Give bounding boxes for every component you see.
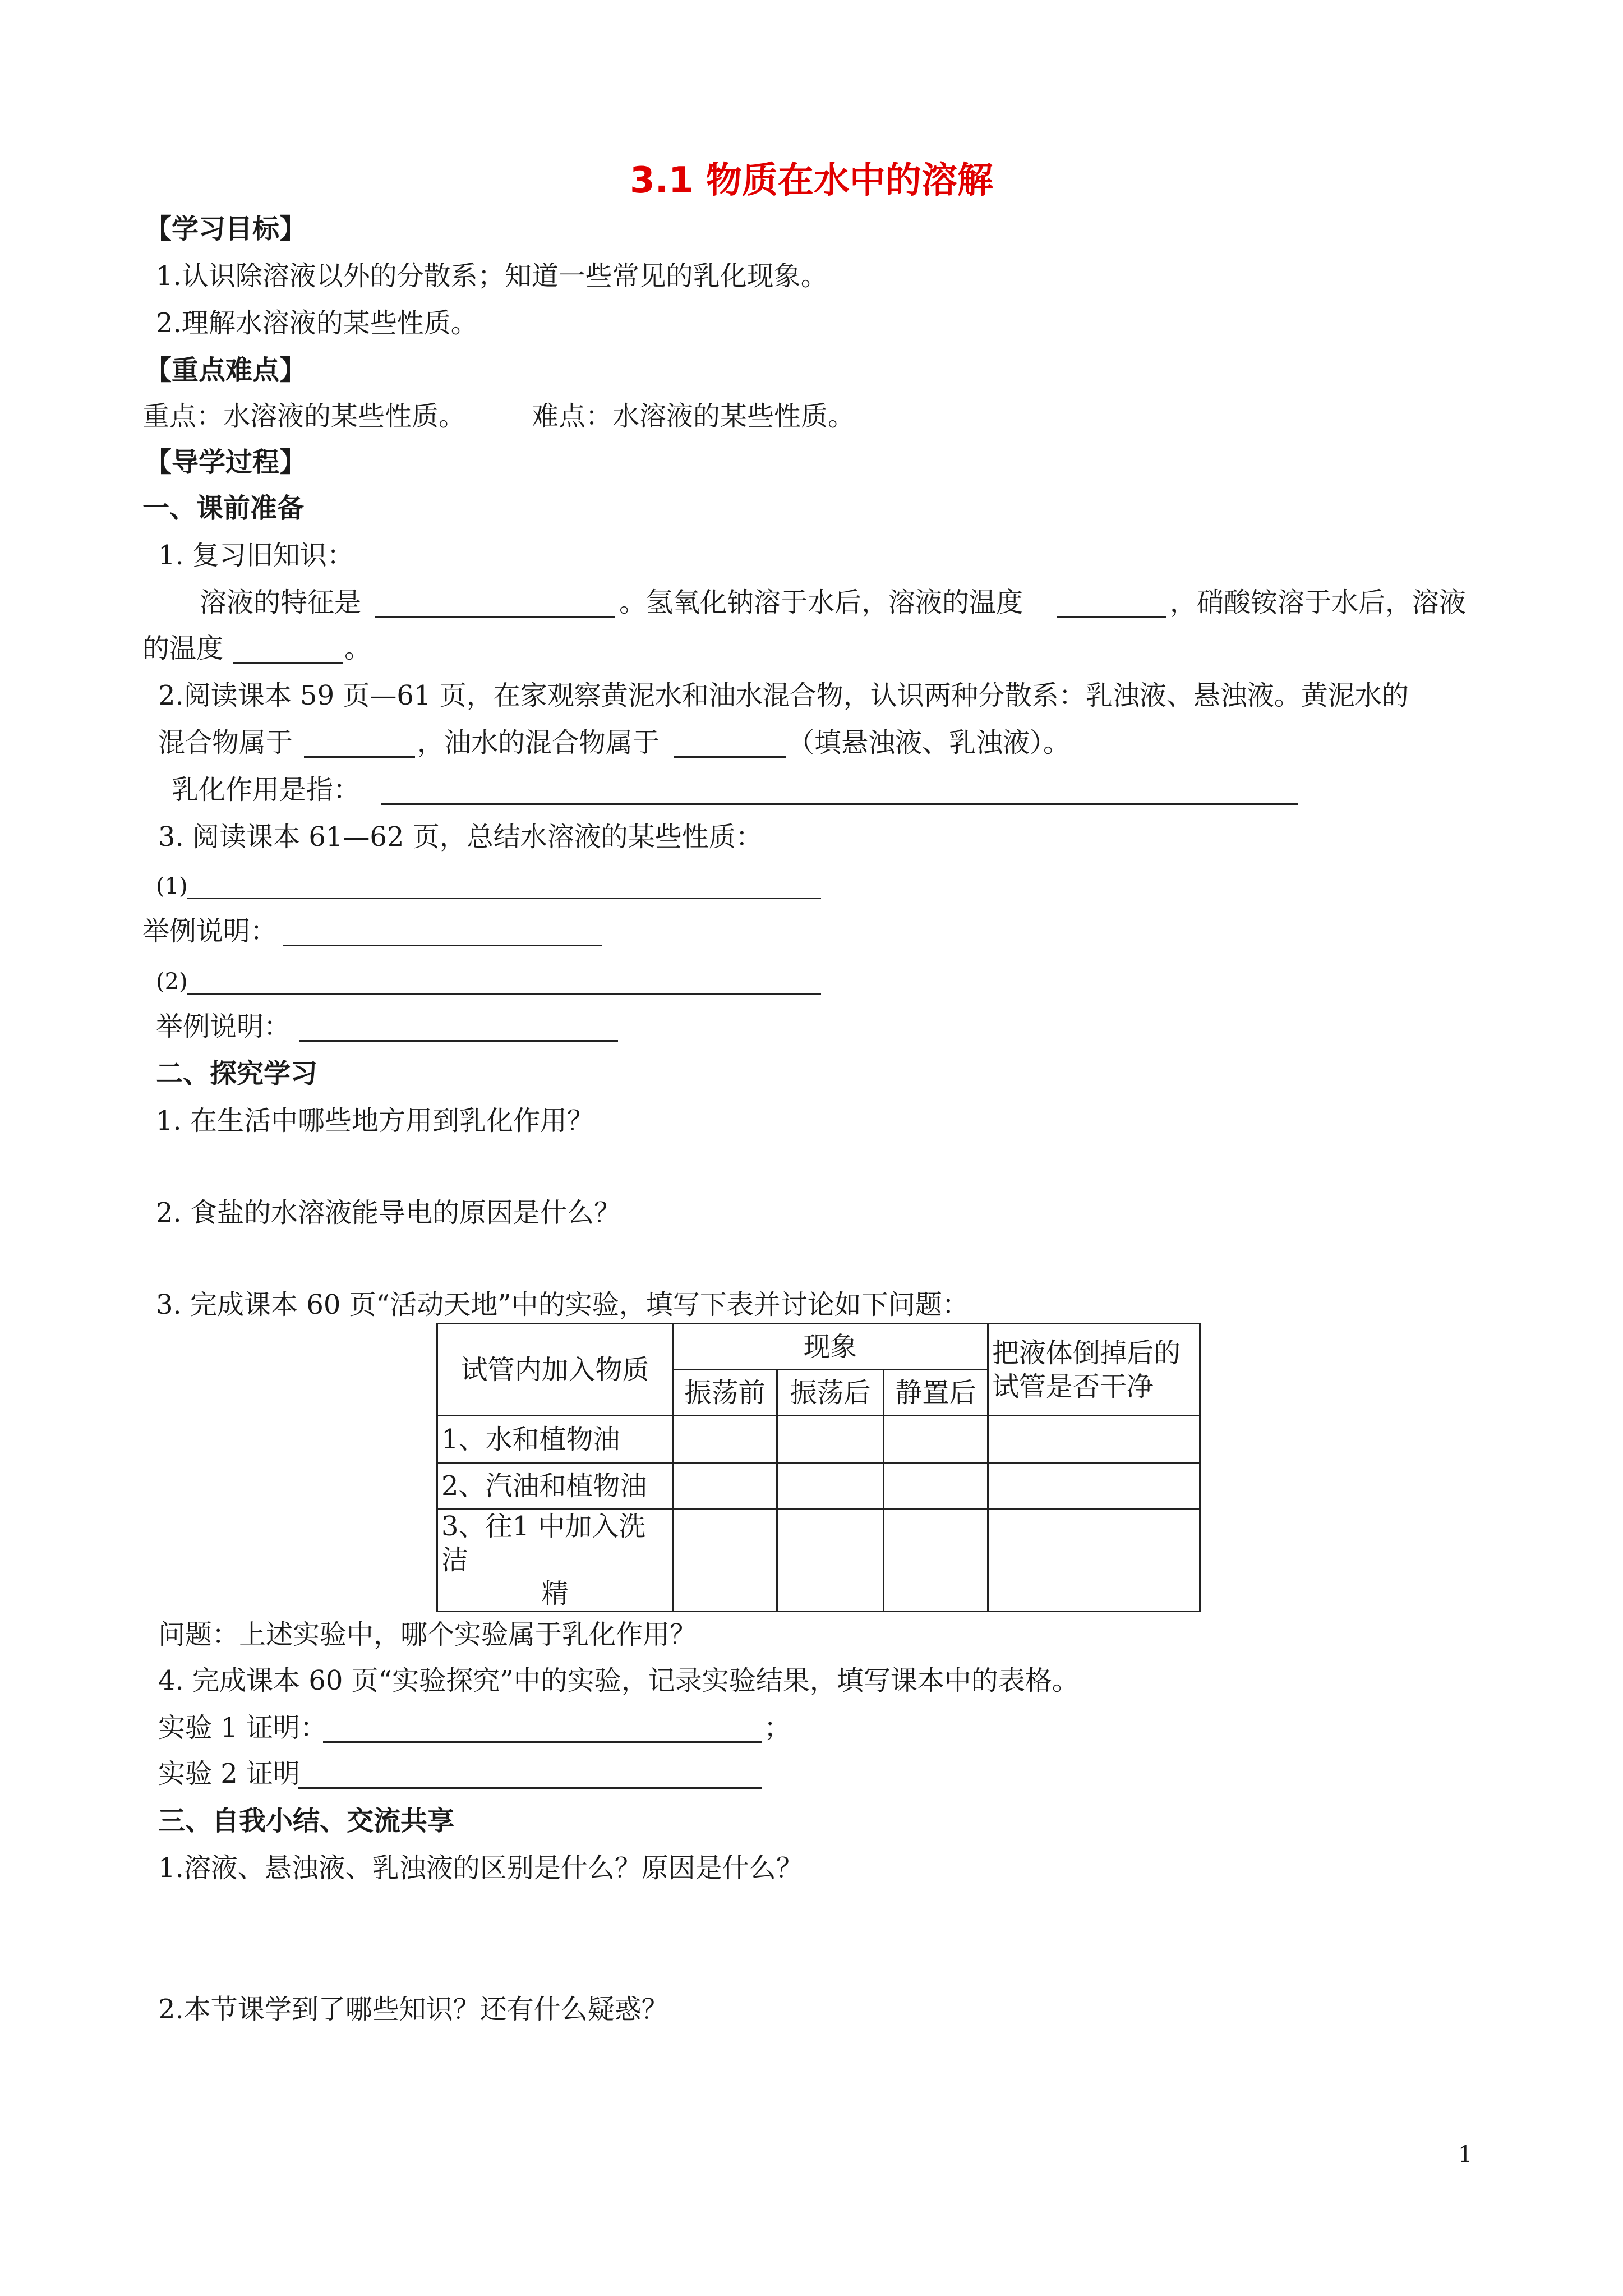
objectives-heading: 【学习目标】 — [145, 213, 307, 245]
prep-q1-text-e: 。 — [344, 633, 372, 664]
header-clean — [988, 1324, 1200, 1416]
table-row — [437, 1416, 1200, 1463]
property-1-label: (1) — [156, 873, 188, 899]
summary-heading: 三、自我小结、交流共享 — [158, 1805, 455, 1837]
difficult-point: 难点：水溶液的某些性质。 — [532, 401, 855, 432]
explore-q1: 1. 在生活中哪些地方用到乳化作用？ — [156, 1105, 594, 1137]
explore-q4: 4. 完成课本 60 页“实验探究”中的实验，记录实验结果，填写课本中的表格。 — [158, 1665, 1079, 1696]
experiment-table — [436, 1323, 1201, 1612]
key-point: 重点：水溶液的某些性质。 — [142, 401, 466, 432]
row-label-line-1: 3、往1 中加入洗洁 — [441, 1511, 646, 1576]
prep-q2-text-b: ，油水的混合物属于 — [417, 727, 660, 758]
blank-experiment-2[interactable] — [298, 1787, 762, 1789]
experiment-2-label: 实验 2 证明 — [158, 1758, 301, 1789]
example-2-label: 举例说明： — [156, 1011, 291, 1042]
header-phenomenon: 现象 — [673, 1324, 988, 1370]
prep-q2-text-a: 混合物属于 — [158, 727, 293, 758]
table-cell[interactable] — [777, 1463, 884, 1509]
property-2-label: (2) — [156, 969, 188, 995]
objective-1: 1.认识除溶液以外的分散系；知道一些常见的乳化现象。 — [156, 260, 828, 292]
table-cell[interactable] — [673, 1416, 777, 1463]
row-label — [437, 1509, 673, 1612]
header-after-shaking: 振荡后 — [777, 1370, 884, 1416]
blank-emulsification[interactable] — [381, 803, 1298, 805]
table-row — [437, 1509, 1200, 1612]
header-before-shaking: 振荡前 — [673, 1370, 777, 1416]
table-cell[interactable] — [777, 1416, 884, 1463]
header-after-standing: 静置后 — [884, 1370, 988, 1416]
blank-muddy-water[interactable] — [304, 756, 415, 758]
header-substance: 试管内加入物质 — [437, 1324, 673, 1416]
table-cell[interactable] — [884, 1509, 988, 1612]
blank-experiment-1[interactable] — [323, 1741, 762, 1743]
table-cell[interactable] — [988, 1463, 1200, 1509]
key-points-heading: 【重点难点】 — [145, 355, 307, 386]
prep-q1-text-a: 溶液的特征是 — [200, 587, 362, 618]
table-row — [437, 1463, 1200, 1509]
prep-q1-text-b: 。氢氧化钠溶于水后，溶液的温度 — [619, 587, 1023, 618]
example-1-label: 举例说明： — [142, 915, 278, 947]
table-cell[interactable] — [884, 1463, 988, 1509]
blank-example-1[interactable] — [283, 945, 602, 946]
explore-heading: 二、探究学习 — [156, 1058, 318, 1089]
page-title: 3.1 物质在水中的溶解 — [630, 160, 993, 201]
header-clean-line-2: 试管是否干净 — [992, 1370, 1154, 1402]
table-cell[interactable] — [673, 1509, 777, 1612]
page-number: 1 — [1458, 2142, 1473, 2168]
explore-question: 问题：上述实验中，哪个实验属于乳化作用？ — [158, 1619, 697, 1650]
blank-property-2[interactable] — [187, 993, 821, 995]
blank-naoh-temp[interactable] — [1057, 616, 1166, 618]
row-label: 2、汽油和植物油 — [437, 1463, 673, 1509]
table-cell[interactable] — [884, 1416, 988, 1463]
blank-example-2[interactable] — [299, 1040, 618, 1042]
blank-solution-feature[interactable] — [375, 616, 615, 618]
process-heading: 【导学过程】 — [145, 447, 307, 478]
row-label-line-2: 精 — [541, 1578, 569, 1609]
emulsification-label: 乳化作用是指： — [172, 774, 361, 806]
blank-property-1[interactable] — [187, 898, 821, 899]
prep-q1-text-d: 的温度 — [142, 633, 224, 664]
objective-2: 2.理解水溶液的某些性质。 — [156, 307, 478, 339]
experiment-1-label: 实验 1 证明： — [158, 1712, 328, 1743]
prep-q3-label: 3. 阅读课本 61—62 页，总结水溶液的某些性质： — [158, 821, 763, 853]
table-cell[interactable] — [777, 1509, 884, 1612]
table-cell[interactable] — [988, 1416, 1200, 1463]
explore-q3: 3. 完成课本 60 页“活动天地”中的实验，填写下表并讨论如下问题： — [156, 1289, 969, 1320]
prep-q2-text-c: （填悬浊液、乳浊液）。 — [787, 727, 1071, 758]
prep-q1-label: 1. 复习旧知识： — [158, 540, 354, 571]
blank-oil-water[interactable] — [674, 756, 786, 758]
prep-q2-line1: 2.阅读课本 59 页—61 页，在家观察黄泥水和油水混合物，认识两种分散系：乳浊液、悬浊液。黄泥水的 — [158, 680, 1409, 711]
summary-q1: 1.溶液、悬浊液、乳浊液的区别是什么？原因是什么？ — [158, 1852, 803, 1884]
table-cell[interactable] — [673, 1463, 777, 1509]
prep-q1-text-c: ，硝酸铵溶于水后，溶液 — [1170, 587, 1467, 618]
blank-nh4no3-temp[interactable] — [233, 662, 343, 664]
explore-q2: 2. 食盐的水溶液能导电的原因是什么？ — [156, 1197, 621, 1228]
summary-q2: 2.本节课学到了哪些知识？还有什么疑惑？ — [158, 1994, 668, 2025]
header-clean-line-1: 把液体倒掉后的 — [992, 1337, 1181, 1369]
table-cell[interactable] — [988, 1509, 1200, 1612]
prep-heading: 一、课前准备 — [142, 493, 305, 524]
row-label: 1、水和植物油 — [437, 1416, 673, 1463]
experiment-1-end: ； — [764, 1712, 791, 1743]
